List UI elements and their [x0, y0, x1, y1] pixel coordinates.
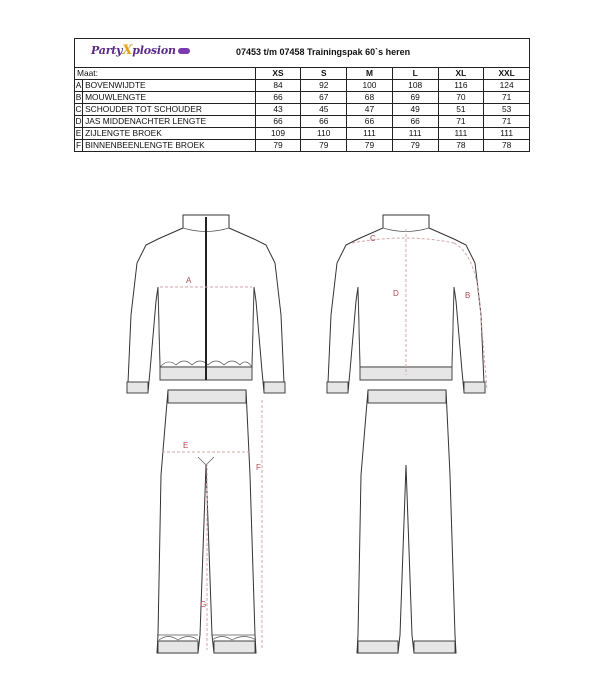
back-right-ankle-cuff [414, 641, 455, 653]
cell-value: 111 [484, 128, 530, 140]
measure-label-b: B [465, 291, 471, 300]
left-sleeve-cuff [127, 382, 148, 393]
size-header: XXL [484, 68, 530, 80]
right-ankle-cuff [214, 641, 255, 653]
cell-value: 110 [301, 128, 347, 140]
measure-label-d: D [393, 289, 399, 298]
size-table [74, 38, 530, 152]
row-letter: F [75, 140, 82, 150]
mask-icon [178, 48, 190, 54]
row-letter: A [75, 80, 82, 90]
cell-value: 111 [392, 128, 438, 140]
row-label: MOUWLENGTE [83, 92, 256, 104]
cell-value: 78 [438, 140, 484, 152]
maat-label: Maat: [75, 68, 256, 80]
back-left-ankle-cuff [358, 641, 398, 653]
back-trousers [357, 390, 456, 653]
table-header-row [75, 39, 530, 68]
row-letter: C [75, 104, 82, 114]
table-row [75, 104, 530, 116]
cell-value: 43 [255, 104, 301, 116]
cell-value: 66 [255, 116, 301, 128]
page-title: 07453 t/m 07458 Trainingspak 60`s heren [236, 47, 411, 57]
cell-value: 84 [255, 80, 301, 92]
cell-value: 78 [484, 140, 530, 152]
cell-value: 116 [438, 80, 484, 92]
cell-value: 108 [392, 80, 438, 92]
row-letter: B [75, 92, 82, 102]
cell-value: 71 [484, 92, 530, 104]
table-row [75, 80, 530, 92]
back-right-cuff [464, 382, 485, 393]
table-row [75, 92, 530, 104]
left-ankle-cuff [158, 641, 198, 653]
measure-label-f: F [256, 463, 261, 472]
row-label: SCHOUDER TOT SCHOUDER [83, 104, 256, 116]
row-label: JAS MIDDENACHTER LENGTE [83, 116, 256, 128]
cell-value: 68 [347, 92, 393, 104]
measure-label-c: C [370, 234, 376, 243]
cell-value: 79 [347, 140, 393, 152]
cell-value: 79 [255, 140, 301, 152]
row-label: BOVENWIJDTE [83, 80, 256, 92]
cell-value: 71 [438, 116, 484, 128]
table-row [75, 116, 530, 128]
cell-value: 69 [392, 92, 438, 104]
cell-value: 79 [301, 140, 347, 152]
measure-label-e: E [183, 441, 189, 450]
cell-value: 111 [438, 128, 484, 140]
tracksuit-diagram [0, 195, 600, 695]
measure-label-a: A [186, 276, 192, 285]
cell-value: 49 [392, 104, 438, 116]
size-header-row [75, 68, 530, 80]
size-header: XS [255, 68, 301, 80]
row-letter: E [75, 128, 82, 138]
front-jacket [127, 215, 285, 393]
cell-value: 51 [438, 104, 484, 116]
cell-value: 109 [255, 128, 301, 140]
row-label: BINNENBEENLENGTE BROEK [83, 140, 256, 152]
size-header: M [347, 68, 393, 80]
row-letter: D [75, 116, 82, 126]
back-left-cuff [327, 382, 348, 393]
cell-value: 92 [301, 80, 347, 92]
cell-value: 47 [347, 104, 393, 116]
row-label: ZIJLENGTE BROEK [83, 128, 256, 140]
cell-value: 66 [347, 116, 393, 128]
cell-value: 67 [301, 92, 347, 104]
cell-value: 45 [301, 104, 347, 116]
cell-value: 53 [484, 104, 530, 116]
cell-value: 70 [438, 92, 484, 104]
right-sleeve-cuff [264, 382, 285, 393]
size-header: L [392, 68, 438, 80]
cell-value: 100 [347, 80, 393, 92]
trouser-waistband [168, 390, 246, 403]
cell-value: 71 [484, 116, 530, 128]
table-row [75, 140, 530, 152]
table-title-cell [75, 39, 530, 68]
cell-value: 66 [255, 92, 301, 104]
size-header: XL [438, 68, 484, 80]
cell-value: 79 [392, 140, 438, 152]
cell-value: 124 [484, 80, 530, 92]
table-row [75, 128, 530, 140]
measure-label-g: G [200, 600, 207, 609]
back-jacket-waistband [360, 367, 452, 380]
cell-value: 111 [347, 128, 393, 140]
cell-value: 66 [392, 116, 438, 128]
back-trouser-waistband [368, 390, 446, 403]
size-header: S [301, 68, 347, 80]
cell-value: 66 [301, 116, 347, 128]
brand-logo: PartyXplosion [91, 45, 190, 56]
